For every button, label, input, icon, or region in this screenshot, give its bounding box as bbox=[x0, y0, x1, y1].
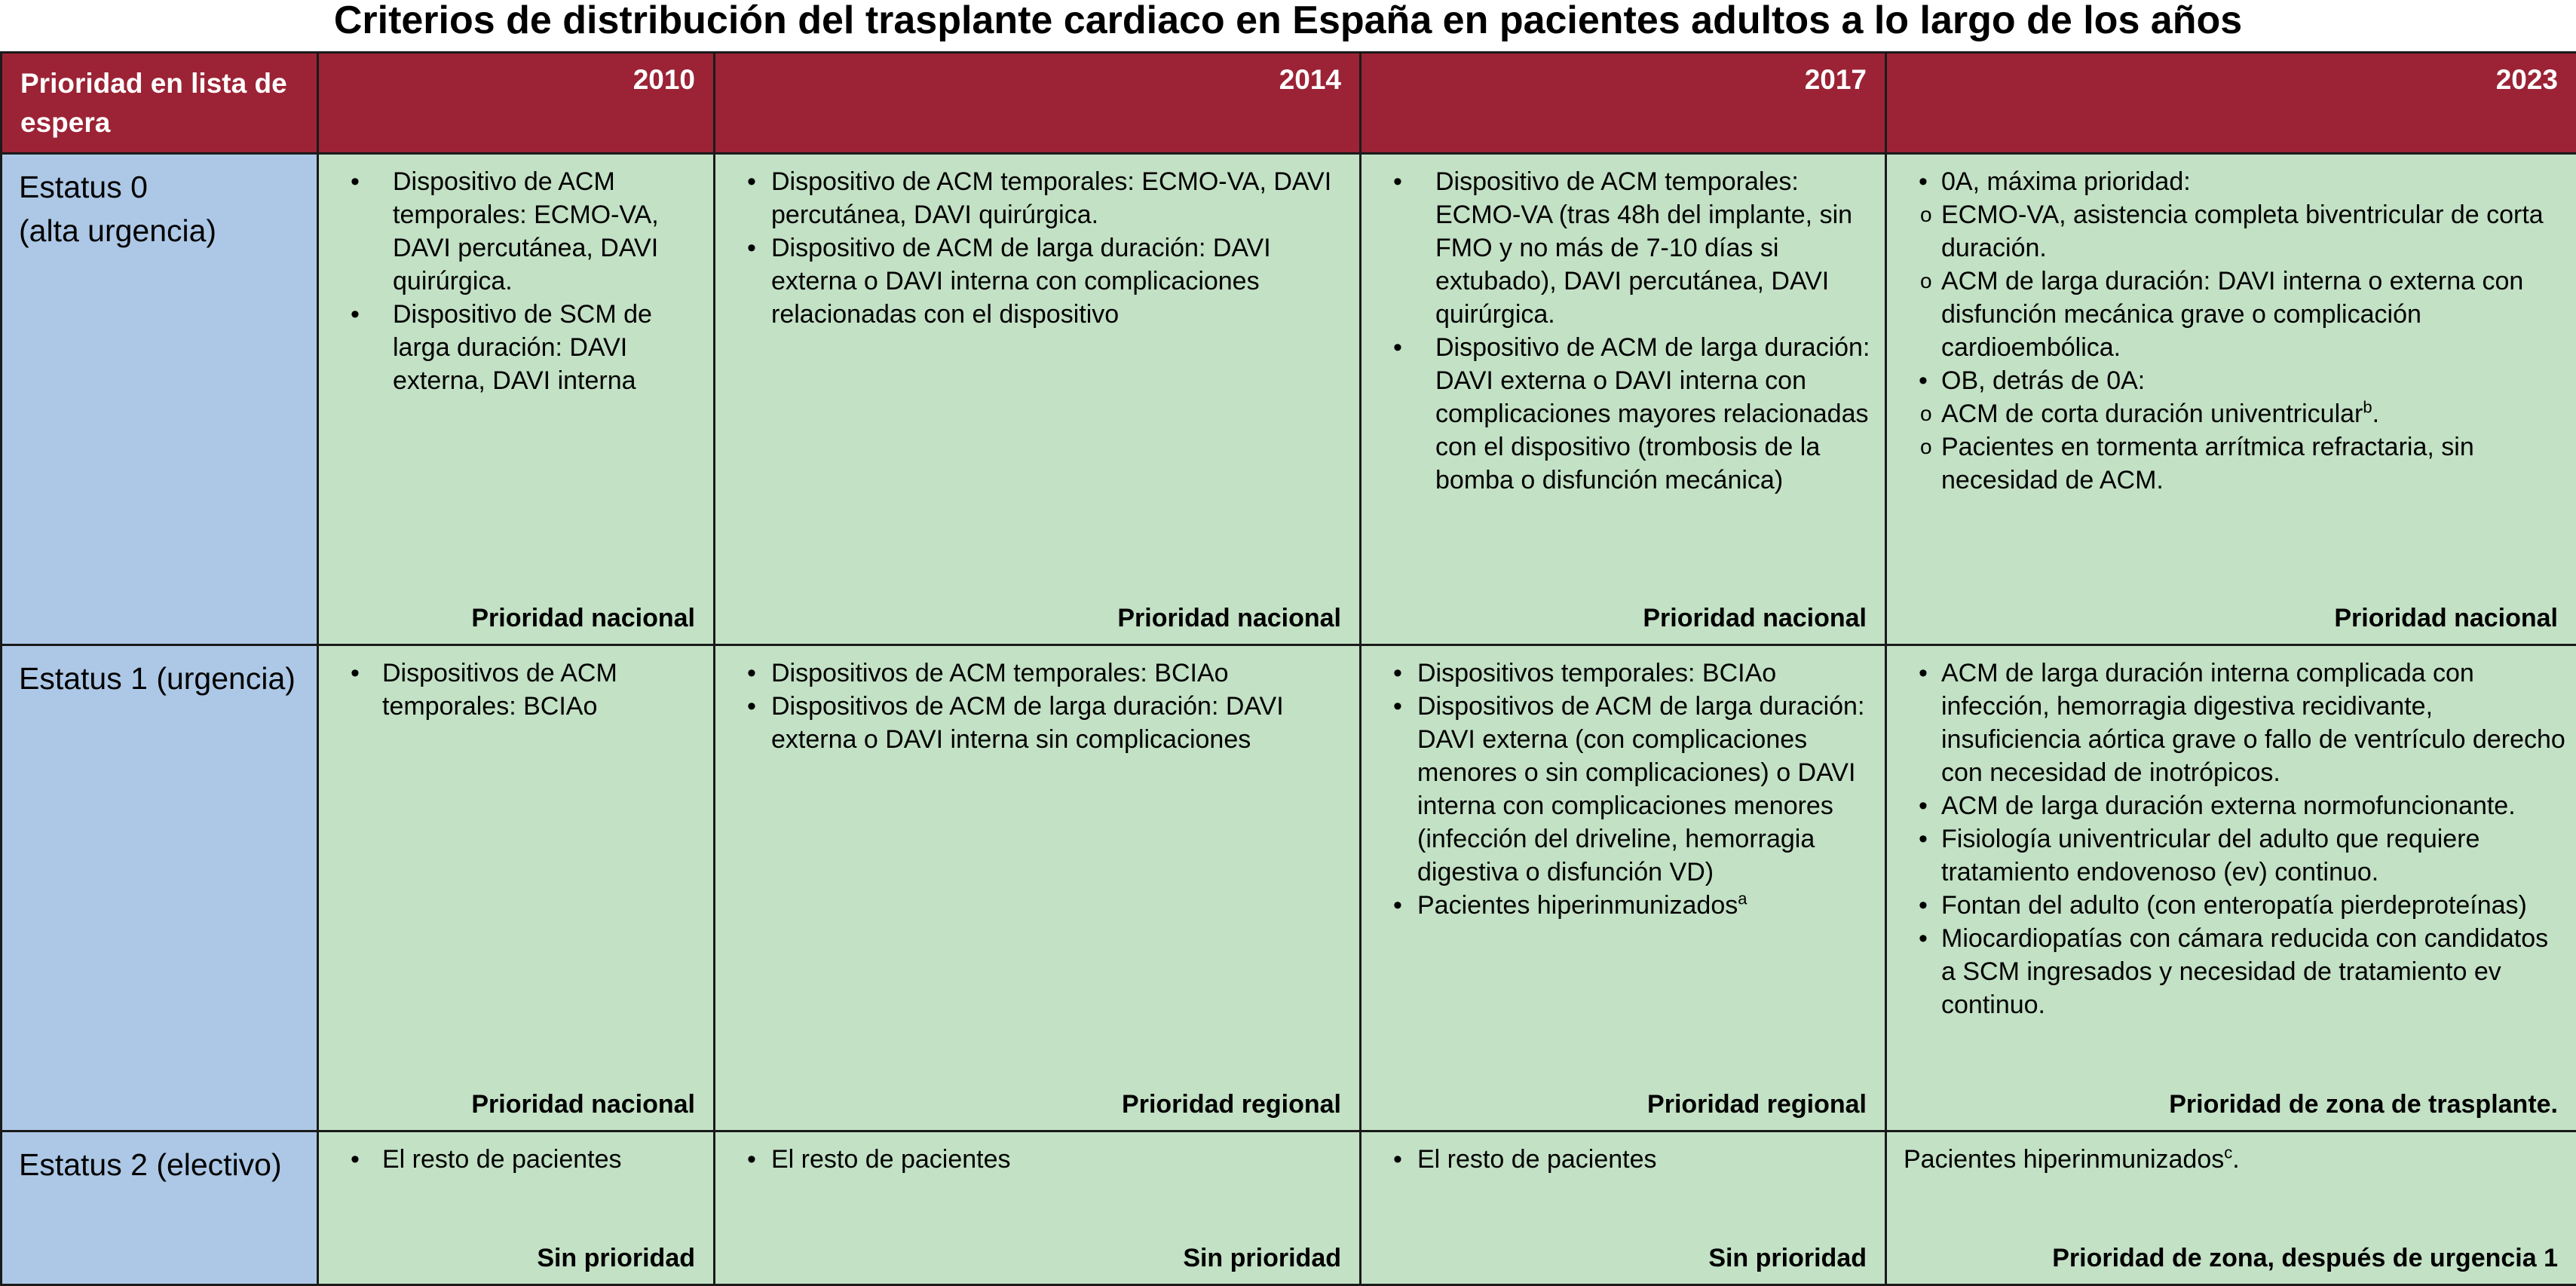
status-2-row bbox=[2, 1131, 2576, 1285]
status-2-2010-cell bbox=[318, 1131, 715, 1285]
sub-list-item: o ACM de corta duración univentricular$^b$. bbox=[1901, 397, 2565, 430]
cell-text: Pacientes hiperinmunizados$^c$. bbox=[1887, 1132, 2576, 1176]
list-item: • Dispositivo de ACM temporales: ECMO-VA, DAVI percutánea, DAVI quirúrgica. bbox=[729, 165, 1349, 231]
list-item bbox=[1375, 889, 1874, 922]
priority-label: Prioridad regional bbox=[1647, 1089, 1867, 1119]
priority-label: Sin prioridad bbox=[1183, 1243, 1341, 1273]
sub-list-item: o Pacientes en tormenta arrítmica refractaria, sin necesidad de ACM. bbox=[1901, 430, 2565, 497]
status-0-label bbox=[2, 154, 318, 645]
header-year-2014: 2014 bbox=[715, 53, 1361, 154]
item-text: ACM de corta duración univentricular bbox=[1941, 400, 2363, 428]
list-item: • OB, detrás de 0A: bbox=[1901, 364, 2565, 397]
priority-label: Prioridad nacional bbox=[1117, 603, 1341, 633]
allocation-criteria-table bbox=[0, 51, 2576, 1286]
status-1-2017-cell bbox=[1361, 645, 1886, 1131]
sub-list-item: o ECMO-VA, asistencia completa biventricular de corta duración. bbox=[1901, 198, 2565, 265]
list-item: • Dispositivo de ACM temporales: ECMO-VA (tras 48h del implante, sin FMO y no más de 7-10 días si extubado), DAVI percutánea, DAVI quirúrgica. bbox=[1375, 165, 1874, 331]
status-0-label-line2: (alta urgencia) bbox=[19, 209, 308, 253]
item-text: Pacientes hiperinmunizados bbox=[1417, 891, 1738, 920]
list-item: • El resto de pacientes bbox=[332, 1143, 703, 1176]
list-item: • Fisiología univentricular del adulto que requiere tratamiento endovenoso (ev) continuo. bbox=[1901, 822, 2565, 889]
priority-label: Sin prioridad bbox=[537, 1243, 695, 1273]
footnote-b: b bbox=[2363, 398, 2372, 417]
list-item: • El resto de pacientes bbox=[1375, 1143, 1874, 1176]
status-0-2010-cell bbox=[318, 154, 715, 645]
list-item: • Dispositivo de ACM temporales: ECMO-VA, DAVI percutánea, DAVI quirúrgica. bbox=[332, 165, 703, 298]
priority-label: Prioridad de zona de trasplante. bbox=[2169, 1089, 2558, 1119]
status-0-2014-cell bbox=[715, 154, 1361, 645]
list-item: • ACM de larga duración externa normofuncionante. bbox=[1901, 789, 2565, 822]
footnote-a: a bbox=[1738, 889, 1747, 908]
priority-label: Prioridad nacional bbox=[2334, 603, 2558, 633]
list-item: • ACM de larga duración interna complicada con infección, hemorragia digestiva recidivante, insuficiencia aórtica grave o fallo de ventrículo derecho con necesidad de inotrópicos. bbox=[1901, 657, 2565, 789]
status-2-label: Estatus 2 (electivo) bbox=[2, 1131, 318, 1285]
status-2-2014-cell bbox=[715, 1131, 1361, 1285]
priority-label: Prioridad nacional bbox=[471, 1089, 695, 1119]
list-item: • Dispositivo de SCM de larga duración: DAVI externa, DAVI interna bbox=[332, 298, 703, 397]
footnote-c: c bbox=[2224, 1144, 2232, 1162]
page-title: Criterios de distribución del trasplante cardiaco en España en pacientes adultos a lo largo de los años bbox=[0, 0, 2576, 51]
status-1-2010-cell bbox=[318, 645, 715, 1131]
list-item: • 0A, máxima prioridad: bbox=[1901, 165, 2565, 198]
list-item: • El resto de pacientes bbox=[729, 1143, 1349, 1176]
sub-list-item: o ACM de larga duración: DAVI interna o externa con disfunción mecánica grave o complicación cardioembólica. bbox=[1901, 265, 2565, 364]
status-0-2023-cell bbox=[1886, 154, 2576, 645]
header-year-2017: 2017 bbox=[1361, 53, 1886, 154]
status-2-2023-cell bbox=[1886, 1131, 2576, 1285]
list-item: • Dispositivos de ACM de larga duración: DAVI externa (con complicaciones menores o sin complicaciones) o DAVI interna con complicaciones menores (infección del driveline, hemorragia digestiva o disfunción VD) bbox=[1375, 690, 1874, 889]
list-item: • Miocardiopatías con cámara reducida con candidatos a SCM ingresados y necesidad de tratamiento ev continuo. bbox=[1901, 922, 2565, 1021]
priority-label: Sin prioridad bbox=[1708, 1243, 1867, 1273]
priority-label: Prioridad nacional bbox=[1643, 603, 1867, 633]
list-item: • Dispositivos temporales: BCIAo bbox=[1375, 657, 1874, 690]
list-item: • Dispositivo de ACM de larga duración: DAVI externa o DAVI interna con complicaciones mayores relacionadas con el dispositivo (trombosis de la bomba o disfunción mecánica) bbox=[1375, 331, 1874, 497]
list-item: • Dispositivos de ACM de larga duración: DAVI externa o DAVI interna sin complicaciones bbox=[729, 690, 1349, 756]
header-year-2010: 2010 bbox=[318, 53, 715, 154]
status-0-2017-cell bbox=[1361, 154, 1886, 645]
header-year-2023: 2023 bbox=[1886, 53, 2576, 154]
status-2-2017-cell bbox=[1361, 1131, 1886, 1285]
status-0-label-line1: Estatus 0 bbox=[19, 165, 308, 209]
status-1-2023-cell bbox=[1886, 645, 2576, 1131]
status-1-row bbox=[2, 645, 2576, 1131]
item-text: Pacientes hiperinmunizados bbox=[1904, 1145, 2224, 1174]
status-1-label: Estatus 1 (urgencia) bbox=[2, 645, 318, 1131]
priority-label: Prioridad nacional bbox=[471, 603, 695, 633]
list-item: • Dispositivo de ACM de larga duración: DAVI externa o DAVI interna con complicaciones relacionadas con el dispositivo bbox=[729, 231, 1349, 331]
list-item: • Dispositivos de ACM temporales: BCIAo bbox=[332, 657, 703, 723]
header-priority: Prioridad en lista de espera bbox=[2, 53, 318, 154]
list-item: • Dispositivos de ACM temporales: BCIAo bbox=[729, 657, 1349, 690]
status-0-row bbox=[2, 154, 2576, 645]
header-row bbox=[2, 53, 2576, 154]
list-item: • Fontan del adulto (con enteropatía pierdeproteínas) bbox=[1901, 889, 2565, 922]
status-1-2014-cell bbox=[715, 645, 1361, 1131]
priority-label: Prioridad de zona, después de urgencia 1 bbox=[2052, 1243, 2558, 1273]
priority-label: Prioridad regional bbox=[1122, 1089, 1341, 1119]
